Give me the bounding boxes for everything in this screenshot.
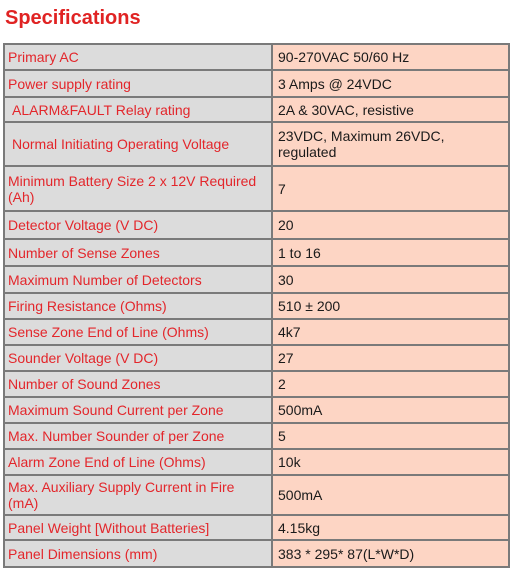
spec-label: Alarm Zone End of Line (Ohms) xyxy=(4,449,272,475)
spec-value: 7 xyxy=(272,166,509,211)
table-row xyxy=(4,166,509,211)
table-row xyxy=(4,122,509,166)
spec-value: 10k xyxy=(272,449,509,475)
spec-value: 383 * 295* 87(L*W*D) xyxy=(272,540,509,567)
spec-value: 23VDC, Maximum 26VDC, regulated xyxy=(272,122,509,166)
spec-label: Sounder Voltage (V DC) xyxy=(4,345,272,371)
spec-value: 4.15kg xyxy=(272,515,509,540)
table-row xyxy=(4,371,509,397)
spec-value: 2 xyxy=(272,371,509,397)
spec-label: Number of Sense Zones xyxy=(4,239,272,266)
table-row xyxy=(4,449,509,475)
spec-value: 3 Amps @ 24VDC xyxy=(272,70,509,97)
spec-value: 5 xyxy=(272,423,509,449)
spec-value: 30 xyxy=(272,266,509,293)
table-row xyxy=(4,397,509,423)
table-row xyxy=(4,515,509,540)
spec-label: Max. Number Sounder of per Zone xyxy=(4,423,272,449)
spec-label: Normal Initiating Operating Voltage xyxy=(4,122,272,166)
spec-value: 20 xyxy=(272,211,509,239)
spec-value: 510 ± 200 xyxy=(272,293,509,319)
table-row xyxy=(4,211,509,239)
spec-label: Panel Weight [Without Batteries] xyxy=(4,515,272,540)
table-row xyxy=(4,239,509,266)
spec-value: 500mA xyxy=(272,475,509,515)
table-row xyxy=(4,44,509,70)
spec-value: 1 to 16 xyxy=(272,239,509,266)
spec-label: ALARM&FAULT Relay rating xyxy=(4,97,272,122)
spec-label: Panel Dimensions (mm) xyxy=(4,540,272,567)
page-title: Specifications xyxy=(5,7,141,29)
table-row xyxy=(4,475,509,515)
table-row xyxy=(4,345,509,371)
table-row xyxy=(4,70,509,97)
table-row xyxy=(4,423,509,449)
spec-table xyxy=(3,43,510,568)
spec-label: Maximum Sound Current per Zone xyxy=(4,397,272,423)
table-row xyxy=(4,319,509,345)
spec-label: Max. Auxiliary Supply Current in Fire (mA) xyxy=(4,475,272,515)
spec-value: 500mA xyxy=(272,397,509,423)
spec-label: Detector Voltage (V DC) xyxy=(4,211,272,239)
spec-label: Power supply rating xyxy=(4,70,272,97)
table-row xyxy=(4,540,509,567)
spec-label: Sense Zone End of Line (Ohms) xyxy=(4,319,272,345)
spec-value: 90-270VAC 50/60 Hz xyxy=(272,44,509,70)
spec-value: 27 xyxy=(272,345,509,371)
spec-label: Number of Sound Zones xyxy=(4,371,272,397)
table-row xyxy=(4,266,509,293)
spec-label: Maximum Number of Detectors xyxy=(4,266,272,293)
table-row xyxy=(4,293,509,319)
spec-label: Firing Resistance (Ohms) xyxy=(4,293,272,319)
spec-label: Primary AC xyxy=(4,44,272,70)
spec-label: Minimum Battery Size 2 x 12V Required (Ah) xyxy=(4,166,272,211)
table-row xyxy=(4,97,509,122)
spec-value: 2A & 30VAC, resistive xyxy=(272,97,509,122)
spec-value: 4k7 xyxy=(272,319,509,345)
